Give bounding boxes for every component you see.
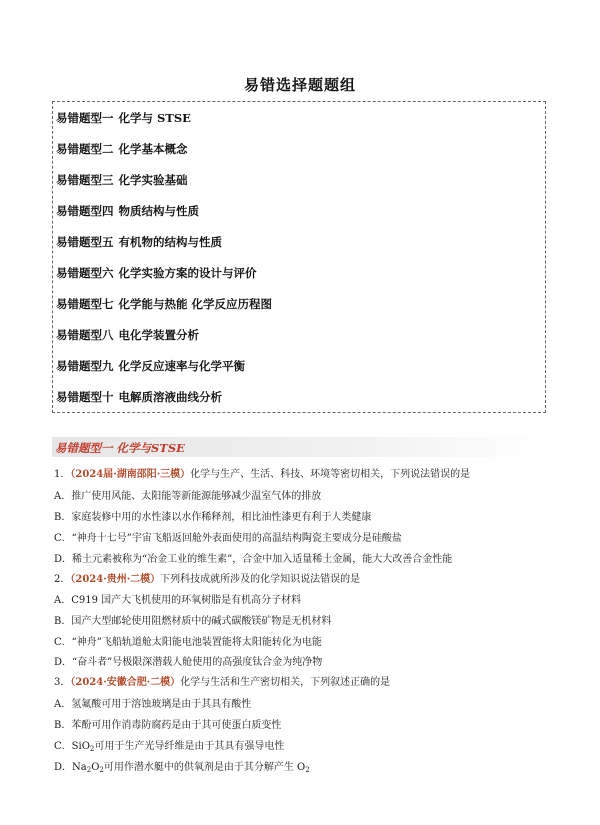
subscript: 2 — [86, 766, 92, 774]
toc-item-number: 易错题型四 — [56, 204, 114, 218]
toc-item-number: 易错题型九 — [56, 359, 114, 373]
toc-item-label: 电化学装置分析 — [118, 328, 199, 342]
toc-item-label: 化学能与热能 化学反应历程图 — [118, 297, 273, 311]
toc-item-number: 易错题型二 — [56, 142, 114, 156]
formula-text: O — [91, 762, 100, 773]
subscript: 2 — [99, 766, 104, 774]
option-d — [54, 758, 310, 774]
toc-item-number: 易错题型八 — [56, 328, 114, 342]
option-text: 可用于生产光导纤维是由于其具有强导电性 — [94, 741, 285, 752]
toc-item-number: 易错题型六 — [56, 266, 114, 280]
subscript: 2 — [305, 766, 310, 774]
question-2 — [54, 570, 360, 585]
toc-item-label: 化学实验基础 — [118, 173, 188, 187]
toc-item-2[interactable] — [56, 141, 188, 157]
option-b: B．国产大型邮轮使用阻燃材质中的碱式碳酸镁矿物是无机材料 — [54, 616, 332, 627]
option-text: 可用作潜水艇中的供氧剂是由于其分解产生 O — [103, 762, 306, 773]
question-number: 3． — [54, 677, 71, 688]
toc-item-7[interactable] — [56, 296, 272, 312]
toc-item-label: 化学与 STSE — [118, 111, 191, 125]
toc-item-label: 化学反应速率与化学平衡 — [118, 359, 245, 373]
question-source: （2024·贵州·二模） — [70, 574, 161, 585]
toc-item-label: 物质结构与性质 — [118, 204, 199, 218]
option-c — [54, 737, 284, 753]
toc-item-number: 易错题型十 — [56, 390, 114, 404]
toc-item-1[interactable] — [56, 110, 191, 126]
section-heading — [52, 437, 546, 457]
option-a: A．氢氟酸可用于溶蚀玻璃是由于其具有酸性 — [54, 699, 252, 710]
question-stem: 化学与生产、生活、科技、环境等密切相关，下列说法错误的是 — [190, 469, 471, 480]
toc-item-6[interactable] — [56, 265, 257, 281]
option-b: B．苯酚可用作消毒防腐药是由于其可使蛋白质变性 — [54, 720, 282, 731]
question-source: （2024届·湖南邵阳·三模） — [70, 469, 191, 480]
table-of-contents — [52, 101, 546, 413]
option-c: C．“神舟”飞船轨道舱太阳能电池装置能将太阳能转化为电能 — [54, 637, 322, 648]
option-c: C．“神舟十七号”宇宙飞船返回舱外表面使用的高温结构陶瓷主要成分是硅酸盐 — [54, 533, 402, 544]
toc-item-3[interactable] — [56, 172, 188, 188]
page-title: 易错选择题题组 — [243, 76, 356, 94]
question-3 — [54, 673, 390, 688]
section-heading-label: 易错题型一 化学与STSE — [55, 441, 185, 455]
option-d: D．稀土元素被称为“冶金工业的维生素”，合金中加入适量稀土金属，能大大改善合金性能 — [54, 554, 453, 565]
subscript: 2 — [89, 745, 95, 753]
toc-item-number: 易错题型三 — [56, 173, 114, 187]
toc-item-label: 化学实验方案的设计与评价 — [118, 266, 257, 280]
toc-item-4[interactable] — [56, 203, 199, 219]
toc-item-number: 易错题型七 — [56, 297, 114, 311]
toc-item-5[interactable] — [56, 234, 222, 250]
question-number: 2． — [54, 574, 71, 585]
toc-item-number: 易错题型一 — [56, 111, 114, 125]
question-stem: 下列科技成就所涉及的化学知识说法错误的是 — [160, 574, 361, 585]
question-source: （2024·安徽合肥·二模） — [70, 677, 181, 688]
toc-item-label: 有机物的结构与性质 — [118, 235, 222, 249]
toc-item-label: 电解质溶液曲线分析 — [118, 390, 222, 404]
toc-item-9[interactable] — [56, 358, 245, 374]
toc-item-number: 易错题型五 — [56, 235, 114, 249]
option-b: B．家庭装修中用的水性漆以水作稀释剂，相比油性漆更有利于人类健康 — [54, 512, 372, 523]
toc-item-10[interactable] — [56, 389, 222, 405]
question-1 — [54, 465, 470, 480]
option-a: A．C919 国产大飞机使用的环氧树脂是有机高分子材料 — [54, 595, 302, 606]
question-stem: 化学与生活和生产密切相关，下列叙述正确的是 — [180, 677, 391, 688]
formula-text: D．Na — [54, 762, 87, 773]
toc-item-label: 化学基本概念 — [118, 142, 188, 156]
question-number: 1． — [54, 469, 71, 480]
formula-text: C．SiO — [54, 741, 90, 752]
option-a: A．推广使用风能、太阳能等新能源能够减少温室气体的排放 — [54, 491, 322, 502]
option-d: D．“奋斗者”号极限深潜载人舱使用的高强度钛合金为纯净物 — [54, 657, 323, 668]
toc-item-8[interactable] — [56, 327, 199, 343]
